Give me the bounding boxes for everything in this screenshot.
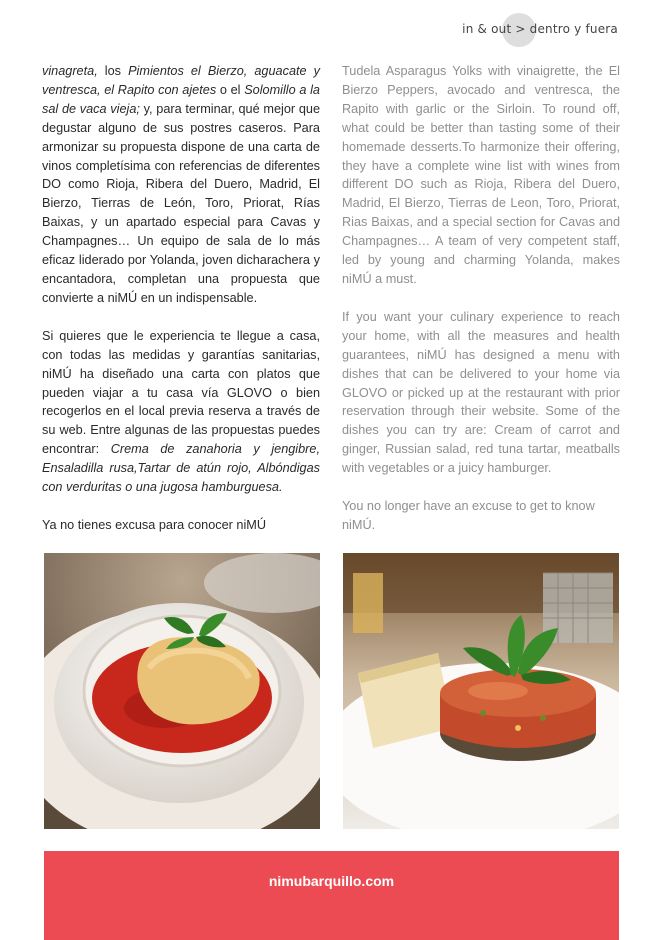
spanish-paragraph-1 xyxy=(42,62,320,308)
dish-photo-tuna-tartar xyxy=(343,553,619,829)
website-banner xyxy=(44,851,619,940)
english-paragraph-3: You no longer have an excuse to get to know niMÚ. xyxy=(342,499,595,532)
text-run: Solomillo a la sal de vaca vieja; xyxy=(42,82,320,116)
spanish-paragraph-3: Ya no tienes excusa para conocer niMÚ xyxy=(42,517,267,532)
text-run: Si quieres que le experiencia te llegue a casa, con todas las medidas y garantías sanitarias, niMÚ ha diseñado una carta con platos que pueden viajar a tu casa vía GLOVO o bien recogerlos en el local previa reserva a través de su web. Entre algunas de las propuestas puedes encontrar: xyxy=(42,328,320,457)
text-run: o el xyxy=(216,82,245,97)
spanish-paragraph-2 xyxy=(42,327,320,497)
english-paragraph-1: Tudela Asparagus Yolks with vinaigrette, the El Bierzo Peppers, avocado and ventresca, the Rapito with garlic or the Sirloin. To round off, what could be better than tasting some of their homemade desserts.To harmonize their offering, they have a complete wine list with wines from different DO such as Rioja, Ribera del Duero, Madrid, El Bierzo, Tierras de Leon, Toro, Priorat, Rias Baixas, and a special section for Cavas and Champagnes… A team of very competent staff, led by young and charming Yolanda, makes niMÚ a must. xyxy=(342,64,620,286)
english-column xyxy=(342,62,620,554)
website-url[interactable]: nimubarquillo.com xyxy=(268,873,395,889)
text-run: y, para terminar, qué mejor que degustar alguno de sus postres caseros. Para armonizar su propuesta dispone de una carta de vinos completísima con referencias de diferentes DO como Rioja, Ribera del Duero, Madrid, El Bierzo, Tierras de León, Toro, Priorat, Rías Baixas, y un apartado especial para Cavas y Champagnes… Un equipo de sala de lo más eficaz liderado por Yolanda, joven dicharachera y encantadora, completan una propuesta que convierte a niMÚ en un indispensable. xyxy=(42,101,320,305)
text-run: vinagreta, xyxy=(42,64,98,78)
text-run: Crema de zanahoria y jengibre, Ensaladilla rusa,Tartar de atún rojo, Albóndigas con verduritas o una jugosa hamburguesa. xyxy=(42,442,320,495)
english-paragraph-2: If you want your culinary experience to reach your home, with all the measures and health guarantees, niMÚ has designed a menu with dishes that can be delivered to your home via GLOVO or picked up at the restaurant with prior reservation through their website. Some of the dishes you can try are: Cream of carrot and ginger, Russian salad, red tuna tartar, meatballs with vegetables or a juicy hamburger. xyxy=(342,309,620,476)
dish-photo-fried-fish xyxy=(44,553,320,829)
section-header xyxy=(462,22,618,36)
text-run: los xyxy=(97,64,129,78)
section-label: in & out > dentro y fuera xyxy=(462,22,618,36)
text-run: Pimientos el Bierzo, aguacate y ventresca, el Rapito con ajetes xyxy=(42,64,320,97)
spanish-column xyxy=(42,62,320,554)
